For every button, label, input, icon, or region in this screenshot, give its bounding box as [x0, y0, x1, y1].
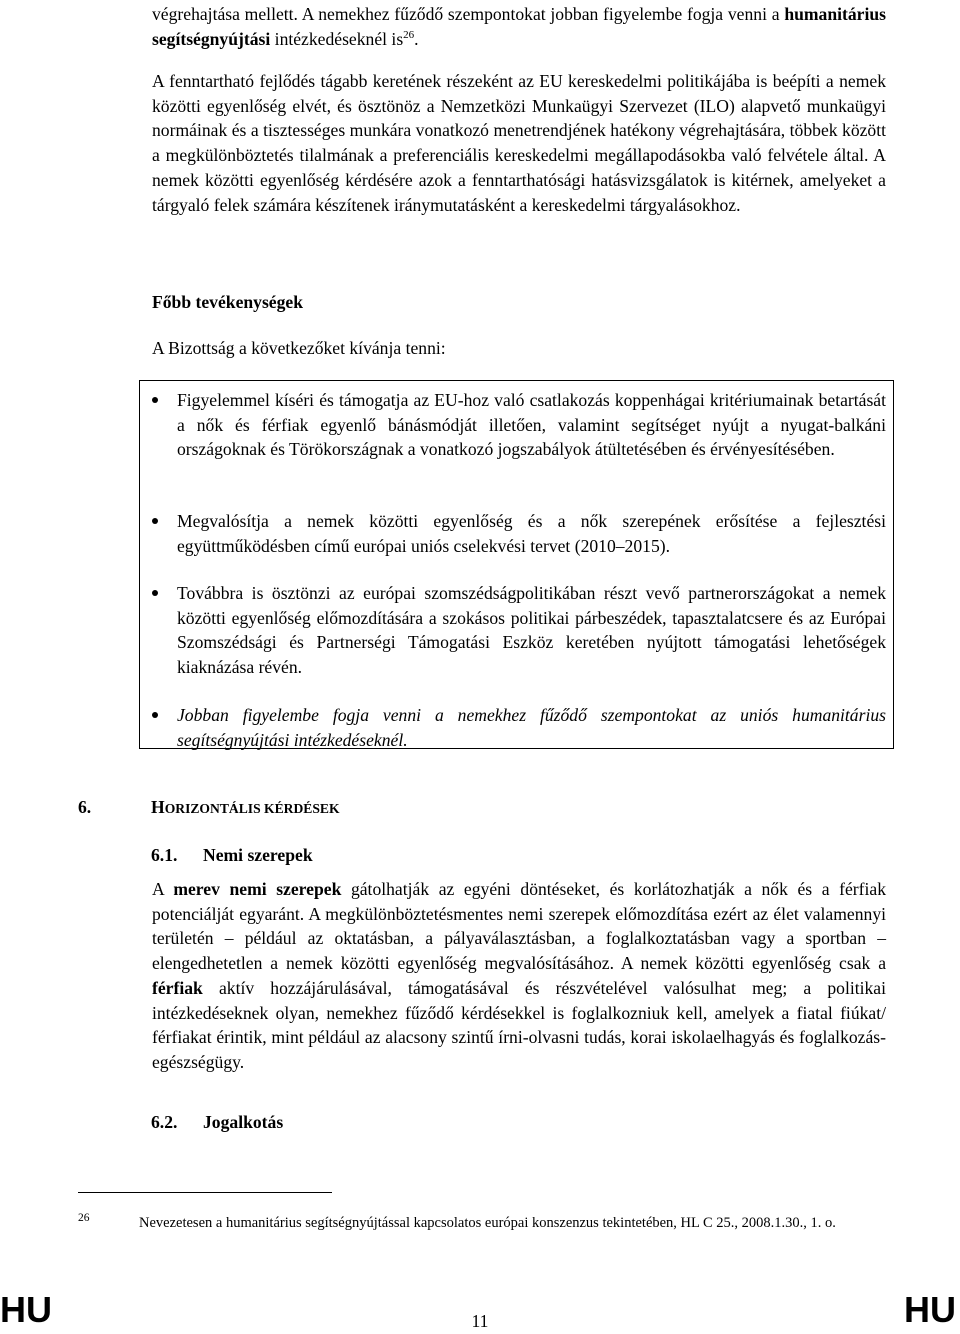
roles-bold-2: férfiak	[152, 977, 203, 998]
intro-text-2: intézkedéseknél is	[270, 28, 404, 49]
subsection-6-2-number: 6.2.	[151, 1112, 178, 1132]
roles-text-1: A	[152, 879, 174, 899]
heading-main-activities: Főbb tevékenységek	[152, 292, 304, 312]
subsection-6-2-title: Jogalkotás	[203, 1112, 284, 1132]
bullet-text-1: Figyelemmel kíséri és támogatja az EU-hoz való csatlakozás koppenhágai kritériumainak betartását a nők és férfiak egyenlő bánásmódját illetően, valamint segítséget nyújt a nyugat-balkáni országoknak és Törökországnak a vonatkozó jogszabályok átültetésében és érvényesítésében.	[177, 390, 886, 460]
footer-language-right: HU	[904, 1289, 956, 1330]
subsection-6-1-heading	[151, 843, 313, 868]
footnote-number: 26	[78, 1212, 90, 1224]
roles-bold-1: merev nemi szerepek	[173, 879, 342, 899]
bullet-dot-icon	[152, 397, 158, 403]
section-6-number: 6.	[78, 797, 92, 817]
intro-text-1: végrehajtása mellett. A nemekhez fűződő szempontokat jobban figyelembe fogja venni a	[152, 4, 785, 24]
paragraph-trade-policy: A fenntartható fejlődés tágabb keretének részeként az EU kereskedelmi politikájába is beépíti a nemek közötti egyenlőség elvét, és ösztönöz a Nemzetközi Munkaügyi Szervezet (ILO) alapvető munkaügyi normáinak és a tisztességes munkára vonatkozó menetrendjének hatékony végrehajtására, többek között a megkülönböztetés tilalmának a preferenciális kereskedelmi megállapodásokba való felvétele által. A nemek közötti egyenlőség kérdésére azok a fenntarthatósági hatásvizsgálatok is kitérnek, amelyeket a tárgyaló felek számára készítenek iránymutatásként a kereskedelmi tárgyalásokhoz.	[152, 71, 886, 215]
page-number: 11	[471, 1311, 489, 1331]
section-6-title-initial: H	[151, 797, 165, 817]
bullet-dot-icon	[152, 712, 158, 718]
footnote-reference[interactable]: 26	[403, 28, 415, 41]
subsection-6-1-number: 6.1.	[151, 845, 178, 865]
roles-text-2: gátolhatják az egyéni döntéseket, és korlátozhatják a nők és a férfiak potenciálját egyaránt. A megkülönböztetésmentes nemi szerepek előmozdítása ezért az élet valamennyi területén – például az oktatásban, a pályaválasztásban, a foglalkoztatásban vagy a sportban – elengedhetetlen a nemek közötti egyenlőség megvalósításához. A nemek közötti egyenlőség csak a	[152, 879, 887, 974]
section-6-title-rest: ORIZONTÁLIS KÉRDÉSEK	[164, 801, 340, 816]
bullet-text-2: Megvalósítja a nemek közötti egyenlőség és a nők szerepének erősítése a fejlesztési együttműködésben című európai uniós cselekvési tervet (2010–2015).	[177, 511, 886, 556]
bullet-text-4: Jobban figyelembe fogja venni a nemekhez fűződő szempontokat az uniós humanitárius segítségnyújtási intézkedéseknél.	[177, 705, 886, 750]
actions-intro: A Bizottság a következőket kívánja tenni:	[152, 338, 446, 358]
paragraph-gender-roles	[152, 877, 886, 1075]
subsection-6-2-heading	[151, 1110, 283, 1135]
section-6-title	[151, 795, 340, 822]
intro-bold: humanitárius segítségnyújtási	[152, 4, 886, 49]
bullet-text-3: Továbbra is ösztönzi az európai szomszédságpolitikában részt vevő partnerországokat a nemek közötti egyenlőség előmozdítására a szokásos politikai párbeszédek, tapasztalatcsere és az Európai Szomszédsági és Partnerségi Támogatási Eszköz keretében nyújtott támogatási lehetőségek kiaknázása révén.	[177, 583, 886, 678]
bullet-dot-icon	[152, 590, 158, 596]
bullet-dot-icon	[152, 518, 158, 524]
roles-text-3: aktív hozzájárulásával, támogatásával és részvételével valósulhat meg; a politikai intézkedéseknek olyan, nemekhez fűződő kérdésekkel is foglalkozniuk kell, amelyek a fiatal fiúkat/ férfiakat érintik, mint például az alacsony szintű írni-olvasni tudás, korai iskolaelhagyás és foglalkozás-egészségügy.	[152, 977, 886, 1072]
footnote-divider	[78, 1192, 332, 1193]
intro-continuation	[152, 2, 886, 51]
footnote-text: Nevezetesen a humanitárius segítségnyújtással kapcsolatos európai konszenzus tekintetében, HL C 25., 2008.1.30., 1. o.	[139, 1215, 836, 1231]
subsection-6-1-title: Nemi szerepek	[203, 845, 313, 865]
footer-language-left: HU	[0, 1289, 52, 1330]
intro-text-3: .	[414, 28, 419, 49]
